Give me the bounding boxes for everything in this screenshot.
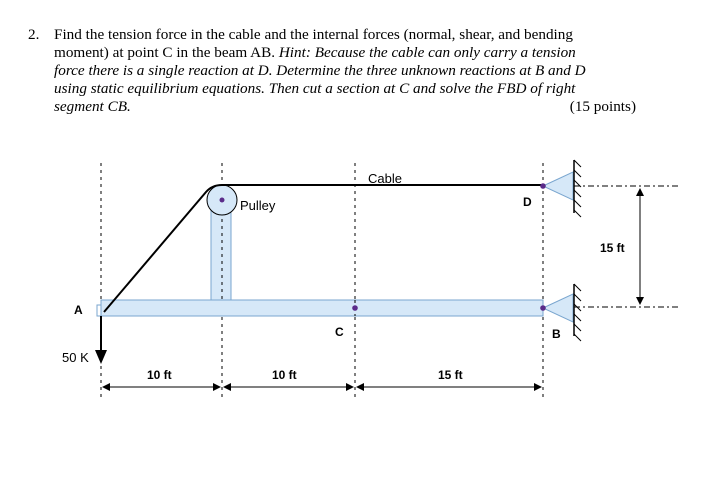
cable bbox=[104, 185, 543, 312]
points-label: (15 points) bbox=[569, 98, 636, 115]
pulley-label: Pulley bbox=[240, 198, 276, 213]
pulley-post bbox=[211, 205, 231, 301]
dimension-label-1: 10 ft bbox=[147, 368, 172, 382]
problem-line-4: using static equilibrium equations. Then cut a section at C and solve the FBD of right bbox=[54, 80, 576, 97]
point-c-marker bbox=[352, 305, 358, 311]
height-label: 15 ft bbox=[600, 241, 625, 255]
cable-label: Cable bbox=[368, 171, 402, 186]
point-b-label: B bbox=[552, 327, 561, 341]
pulley-pin bbox=[220, 198, 225, 203]
height-reference-lines bbox=[574, 186, 680, 307]
point-d-label: D bbox=[523, 195, 532, 209]
dimension-label-3: 15 ft bbox=[438, 368, 463, 382]
reference-lines bbox=[101, 163, 543, 400]
point-a-label: A bbox=[74, 303, 83, 317]
problem-number: 2. bbox=[28, 26, 40, 43]
dimension-label-2: 10 ft bbox=[272, 368, 297, 382]
point-c-label: C bbox=[335, 325, 344, 339]
load-arrow-head bbox=[95, 350, 107, 364]
problem-line-3: force there is a single reaction at D. Determine the three unknown reactions at B and D bbox=[54, 62, 586, 79]
problem-line-2-plain: moment) at point C in the beam AB. bbox=[54, 44, 276, 61]
support-d bbox=[540, 160, 581, 217]
hint-text: Hint: Because the cable can only carry a tension bbox=[278, 44, 576, 61]
problem-line-5: segment CB. bbox=[54, 98, 131, 115]
load-label: 50 K bbox=[62, 350, 89, 365]
problem-line-1: Find the tension force in the cable and the internal forces (normal, shear, and bending bbox=[54, 26, 573, 43]
beam-ab bbox=[101, 300, 543, 316]
